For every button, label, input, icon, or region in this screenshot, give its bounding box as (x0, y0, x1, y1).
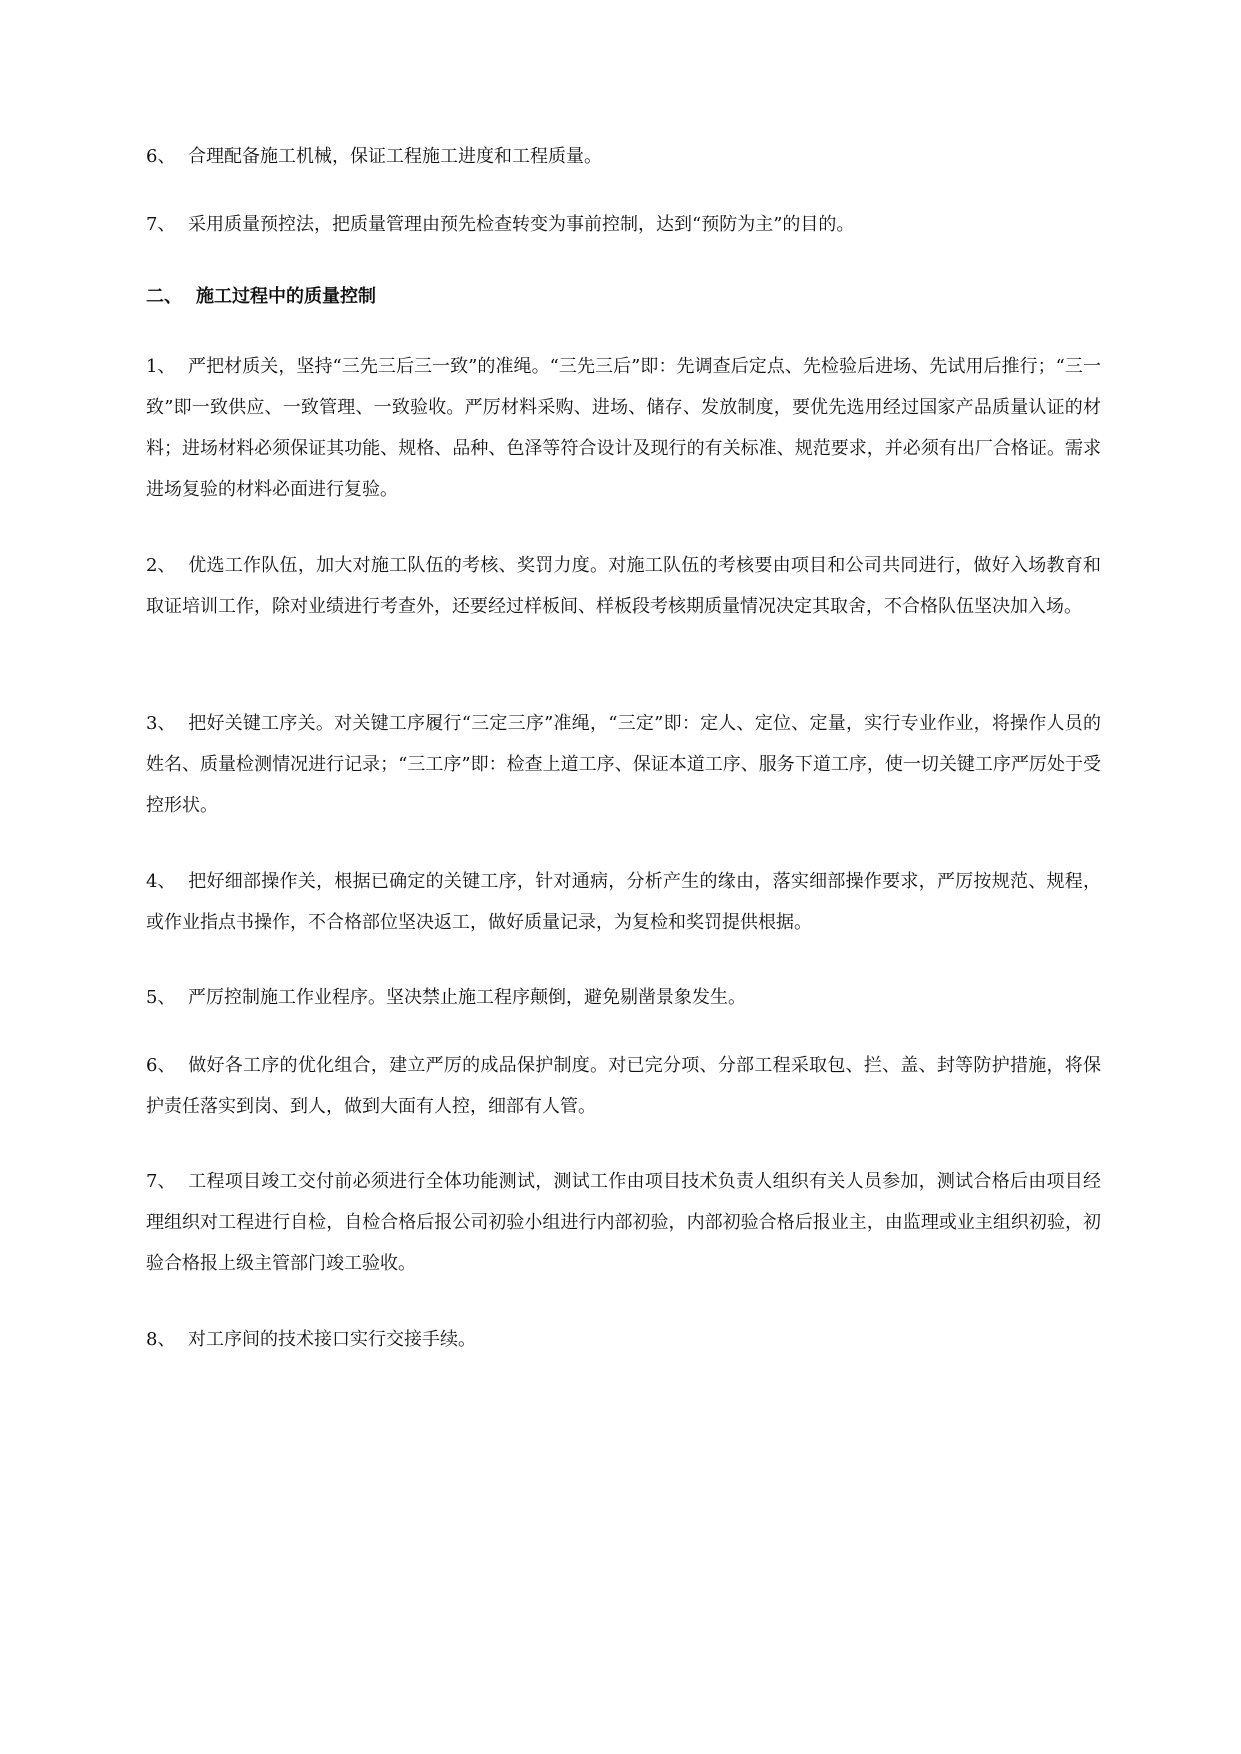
item-text: 做好各工序的优化组合，建立严厉的成品保护制度。对已完分项、分部工程采取包、拦、盖、封等防护措施，将保护责任落实到岗、到人，做到大面有人控，细部有人管。 (146, 1055, 1101, 1117)
list-item-2 (146, 545, 1101, 627)
list-item-8 (146, 1319, 1101, 1360)
item-number: 4、 (146, 871, 176, 892)
list-item-1 (146, 346, 1101, 510)
list-item-5 (146, 977, 1101, 1018)
item-number: 3、 (146, 713, 176, 734)
item-number: 1、 (146, 356, 176, 377)
item-number: 2、 (146, 555, 176, 576)
list-item-4 (146, 861, 1101, 943)
item-text: 工程项目竣工交付前必须进行全体功能测试，测试工作由项目技术负责人组织有关人员参加，测试合格后由项目经理组织对工程进行自检，自检合格后报公司初验小组进行内部初验，内部初验合格后报业主，由监理或业主组织初验，初验合格报上级主管部门竣工验收。 (146, 1171, 1101, 1274)
item-text: 对工序间的技术接口实行交接手续。 (188, 1329, 476, 1350)
item-text: 采用质量预控法，把质量管理由预先检查转变为事前控制，达到“预防为主”的目的。 (188, 214, 855, 235)
item-number: 6、 (146, 1055, 176, 1076)
heading-number: 二、 (146, 286, 182, 307)
item-number: 7、 (146, 214, 176, 235)
item-text: 把好细部操作关，根据已确定的关键工序，针对通病，分析产生的缘由，落实细部操作要求，严厉按规范、规程，或作业指点书操作，不合格部位坚决返工，做好质量记录，为复检和奖罚提供根据。 (146, 871, 1101, 933)
item-text: 优选工作队伍，加大对施工队伍的考核、奖罚力度。对施工队伍的考核要由项目和公司共同进行，做好入场教育和取证培训工作，除对业绩进行考查外，还要经过样板间、样板段考核期质量情况决定其取舍，不合格队伍坚决加入场。 (146, 555, 1101, 617)
item-number: 8、 (146, 1329, 176, 1350)
heading-text: 施工过程中的质量控制 (196, 286, 376, 307)
section-heading (146, 276, 1101, 317)
item-text: 把好关键工序关。对关键工序履行“三定三序”准绳，“三定”即：定人、定位、定量，实行专业作业，将操作人员的姓名、质量检测情况进行记录；“三工序”即：检查上道工序、保证本道工序、服务下道工序，使一切关键工序严厉处于受控形状。 (146, 713, 1101, 816)
list-item-3 (146, 703, 1101, 826)
item-text: 严把材质关，坚持“三先三后三一致”的准绳。“三先三后”即：先调查后定点、先检验后进场、先试用后推行；“三一致”即一致供应、一致管理、一致验收。严厉材料采购、进场、储存、发放制度，要优先选用经过国家产品质量认证的材料；进场材料必须保证其功能、规格、品种、色泽等符合设计及现行的有关标准、规范要求，并必须有出厂合格证。需求进场复验的材料必面进行复验。 (146, 356, 1101, 500)
list-item-6 (146, 1045, 1101, 1127)
item-number: 7、 (146, 1171, 176, 1192)
item-text: 合理配备施工机械，保证工程施工进度和工程质量。 (188, 146, 602, 167)
item-text: 严厉控制施工作业程序。坚决禁止施工程序颠倒，避免剔凿景象发生。 (188, 987, 746, 1008)
list-item-7 (146, 1161, 1101, 1284)
item-number: 5、 (146, 987, 176, 1008)
paragraph-item-6 (146, 136, 1101, 177)
item-number: 6、 (146, 146, 176, 167)
paragraph-item-7 (146, 204, 1101, 245)
